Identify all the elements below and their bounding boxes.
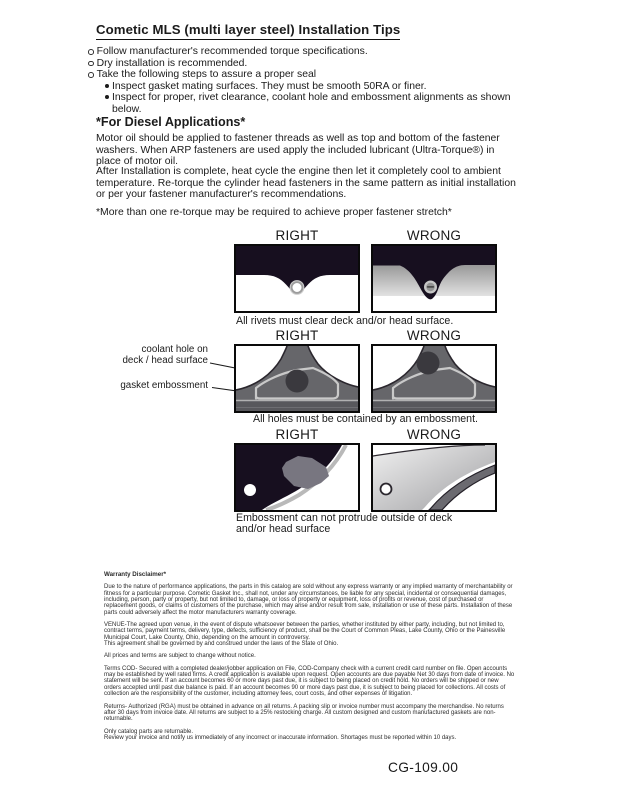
diagram-set1-right bbox=[234, 244, 360, 313]
tip-text: Dry installation is recommended. bbox=[96, 57, 248, 69]
diagram-set1-wrong bbox=[371, 244, 497, 313]
embossment-inside-diagram bbox=[236, 445, 358, 510]
diagram-set3-right bbox=[234, 443, 360, 512]
diagram-set2 bbox=[234, 329, 497, 413]
diagram-set3 bbox=[234, 428, 497, 512]
right-label: RIGHT bbox=[275, 228, 319, 243]
page-code: CG-109.00 bbox=[388, 760, 459, 775]
diesel-paragraph-1: Motor oil should be applied to fastener threads as well as top and bottom of the fastener washers. When ARP fasteners are used apply the included lubricant (Ultra-Torque®) in place of motor oil. bbox=[96, 133, 500, 168]
list-item bbox=[88, 58, 528, 70]
diagram-set1 bbox=[234, 229, 497, 313]
installation-tips-list bbox=[88, 46, 528, 115]
hole-outside-diagram bbox=[373, 346, 495, 411]
set3-caption: Embossment can not protrude outside of deck and/or head surface bbox=[236, 512, 453, 536]
filled-bullet-icon bbox=[105, 84, 109, 88]
tip-text: Follow manufacturer's recommended torque specifications. bbox=[96, 46, 368, 57]
gasket-embossment-label: gasket embossment bbox=[120, 380, 208, 391]
diesel-paragraph-2: After Installation is complete, heat cycle the engine then let it completely cool to ambient temperature. Re-torque the cylinder head fasteners in the same pattern as initial installation or per your fastener manufacturer's recommendations. bbox=[96, 166, 516, 201]
diagram-set3-wrong bbox=[371, 443, 497, 512]
filled-bullet-icon bbox=[105, 95, 109, 99]
open-bullet-icon bbox=[88, 72, 94, 78]
diagram-set2-wrong bbox=[371, 344, 497, 413]
set1-caption: All rivets must clear deck and/or head surface. bbox=[236, 315, 454, 327]
tip-text: Inspect for proper, rivet clearance, coolant hole and embossment alignments as shown below. bbox=[112, 92, 511, 115]
list-item bbox=[88, 69, 528, 81]
tip-text: Inspect gasket mating surfaces. They must be smooth 50RA or finer. bbox=[112, 80, 427, 92]
wrong-label: WRONG bbox=[406, 427, 462, 442]
list-item bbox=[88, 81, 528, 93]
wrong-label: WRONG bbox=[406, 328, 462, 343]
diagram-set2-right bbox=[234, 344, 360, 413]
warranty-disclaimer bbox=[104, 572, 516, 747]
diesel-paragraph-3: *More than one re-torque may be required to achieve proper fastener stretch* bbox=[96, 207, 452, 218]
coolant-hole-label: coolant hole on deck / head surface bbox=[122, 344, 208, 366]
disclaimer-paragraph: VENUE-The agreed upon venue, in the event of dispute whatsoever between the parties, whether instituted by either party, including, but not limited to, contract terms, payment terms, delivery, type, defects, sufficiency of product, shall be the Court of Common Pleas, Lake County, Ohio or the Painesville Municipal Court, Lake County, Ohio, depending on the amount in controversy. bbox=[104, 622, 506, 641]
rivet-interfere-diagram bbox=[373, 246, 495, 311]
disclaimer-paragraph: Due to the nature of performance applications, the parts in this catalog are sold without any express warranty or any implied warranty of merchantability or fitness for a particular purpose. Cometic Gasket Inc., shall not, under any circumstances, be liable for any special, incidental or consequential damages, including, person, party or property, but not limited to, damage, or loss of property or equipment, loss of profits or revenue, cost of purchased or replacement goods, or claims of customers of the purchase, which may arise and/or result from sale, installation or use of these parts. Installation of these parts could adversely affect the motor manufacturers warranty coverage. bbox=[104, 584, 513, 616]
open-bullet-icon bbox=[88, 61, 94, 67]
diesel-heading: *For Diesel Applications* bbox=[96, 115, 246, 129]
tip-text: Take the following steps to assure a proper seal bbox=[96, 69, 317, 80]
embossment-protrude-diagram bbox=[373, 445, 495, 510]
wrong-label: WRONG bbox=[406, 228, 462, 243]
disclaimer-paragraph: Only catalog parts are returnable. bbox=[104, 728, 194, 735]
disclaimer-paragraph: All prices and terms are subject to change without notice. bbox=[104, 653, 256, 660]
set2-caption: All holes must be contained by an embossment. bbox=[253, 413, 478, 425]
disclaimer-heading: Warranty Disclaimer* bbox=[104, 571, 167, 578]
rivet-clear-diagram bbox=[236, 246, 358, 311]
disclaimer-paragraph: This agreement shall be governed by and construed under the laws of the State of Ohio. bbox=[104, 641, 339, 648]
open-bullet-icon bbox=[88, 49, 94, 55]
page-title: Cometic MLS (multi layer steel) Installation Tips bbox=[96, 22, 400, 40]
disclaimer-paragraph: Review your invoice and notify us immediately of any incorrect or inaccurate information. Shortages must be reported within 10 days. bbox=[104, 734, 457, 741]
hole-contained-diagram bbox=[236, 346, 358, 411]
list-item bbox=[88, 92, 528, 115]
disclaimer-paragraph: Terms COD- Secured with a completed dealer/jobber application on File, COD-Company check with a current credit card number on file. Open accounts may be established by well rated firms. A credit application is available upon request. Open accounts are due payable Net 30 days from date of invoice. No statement will be sent. If an account becomes 60 or more days past due, it is subject to being placed on credit hold. No orders will be shipped or new orders accepted until past due balance is paid. If an account becomes 90 or more days past due, it is subject to being placed for collections. All costs of collection are the responsibility of the customer, including attorney fees, court costs, and other expenses of litigation. bbox=[104, 665, 515, 698]
list-item bbox=[88, 46, 528, 58]
right-label: RIGHT bbox=[275, 328, 319, 343]
disclaimer-paragraph: Returns- Authorized (RGA) must be obtained in advance on all returns. A packing slip or invoice number must accompany the merchandise. No returns after 30 days from invoice date. All returns are subject to a 25% restocking charge. All custom designed and custom manufactured gaskets are non-returnable. bbox=[104, 703, 504, 723]
right-label: RIGHT bbox=[275, 427, 319, 442]
